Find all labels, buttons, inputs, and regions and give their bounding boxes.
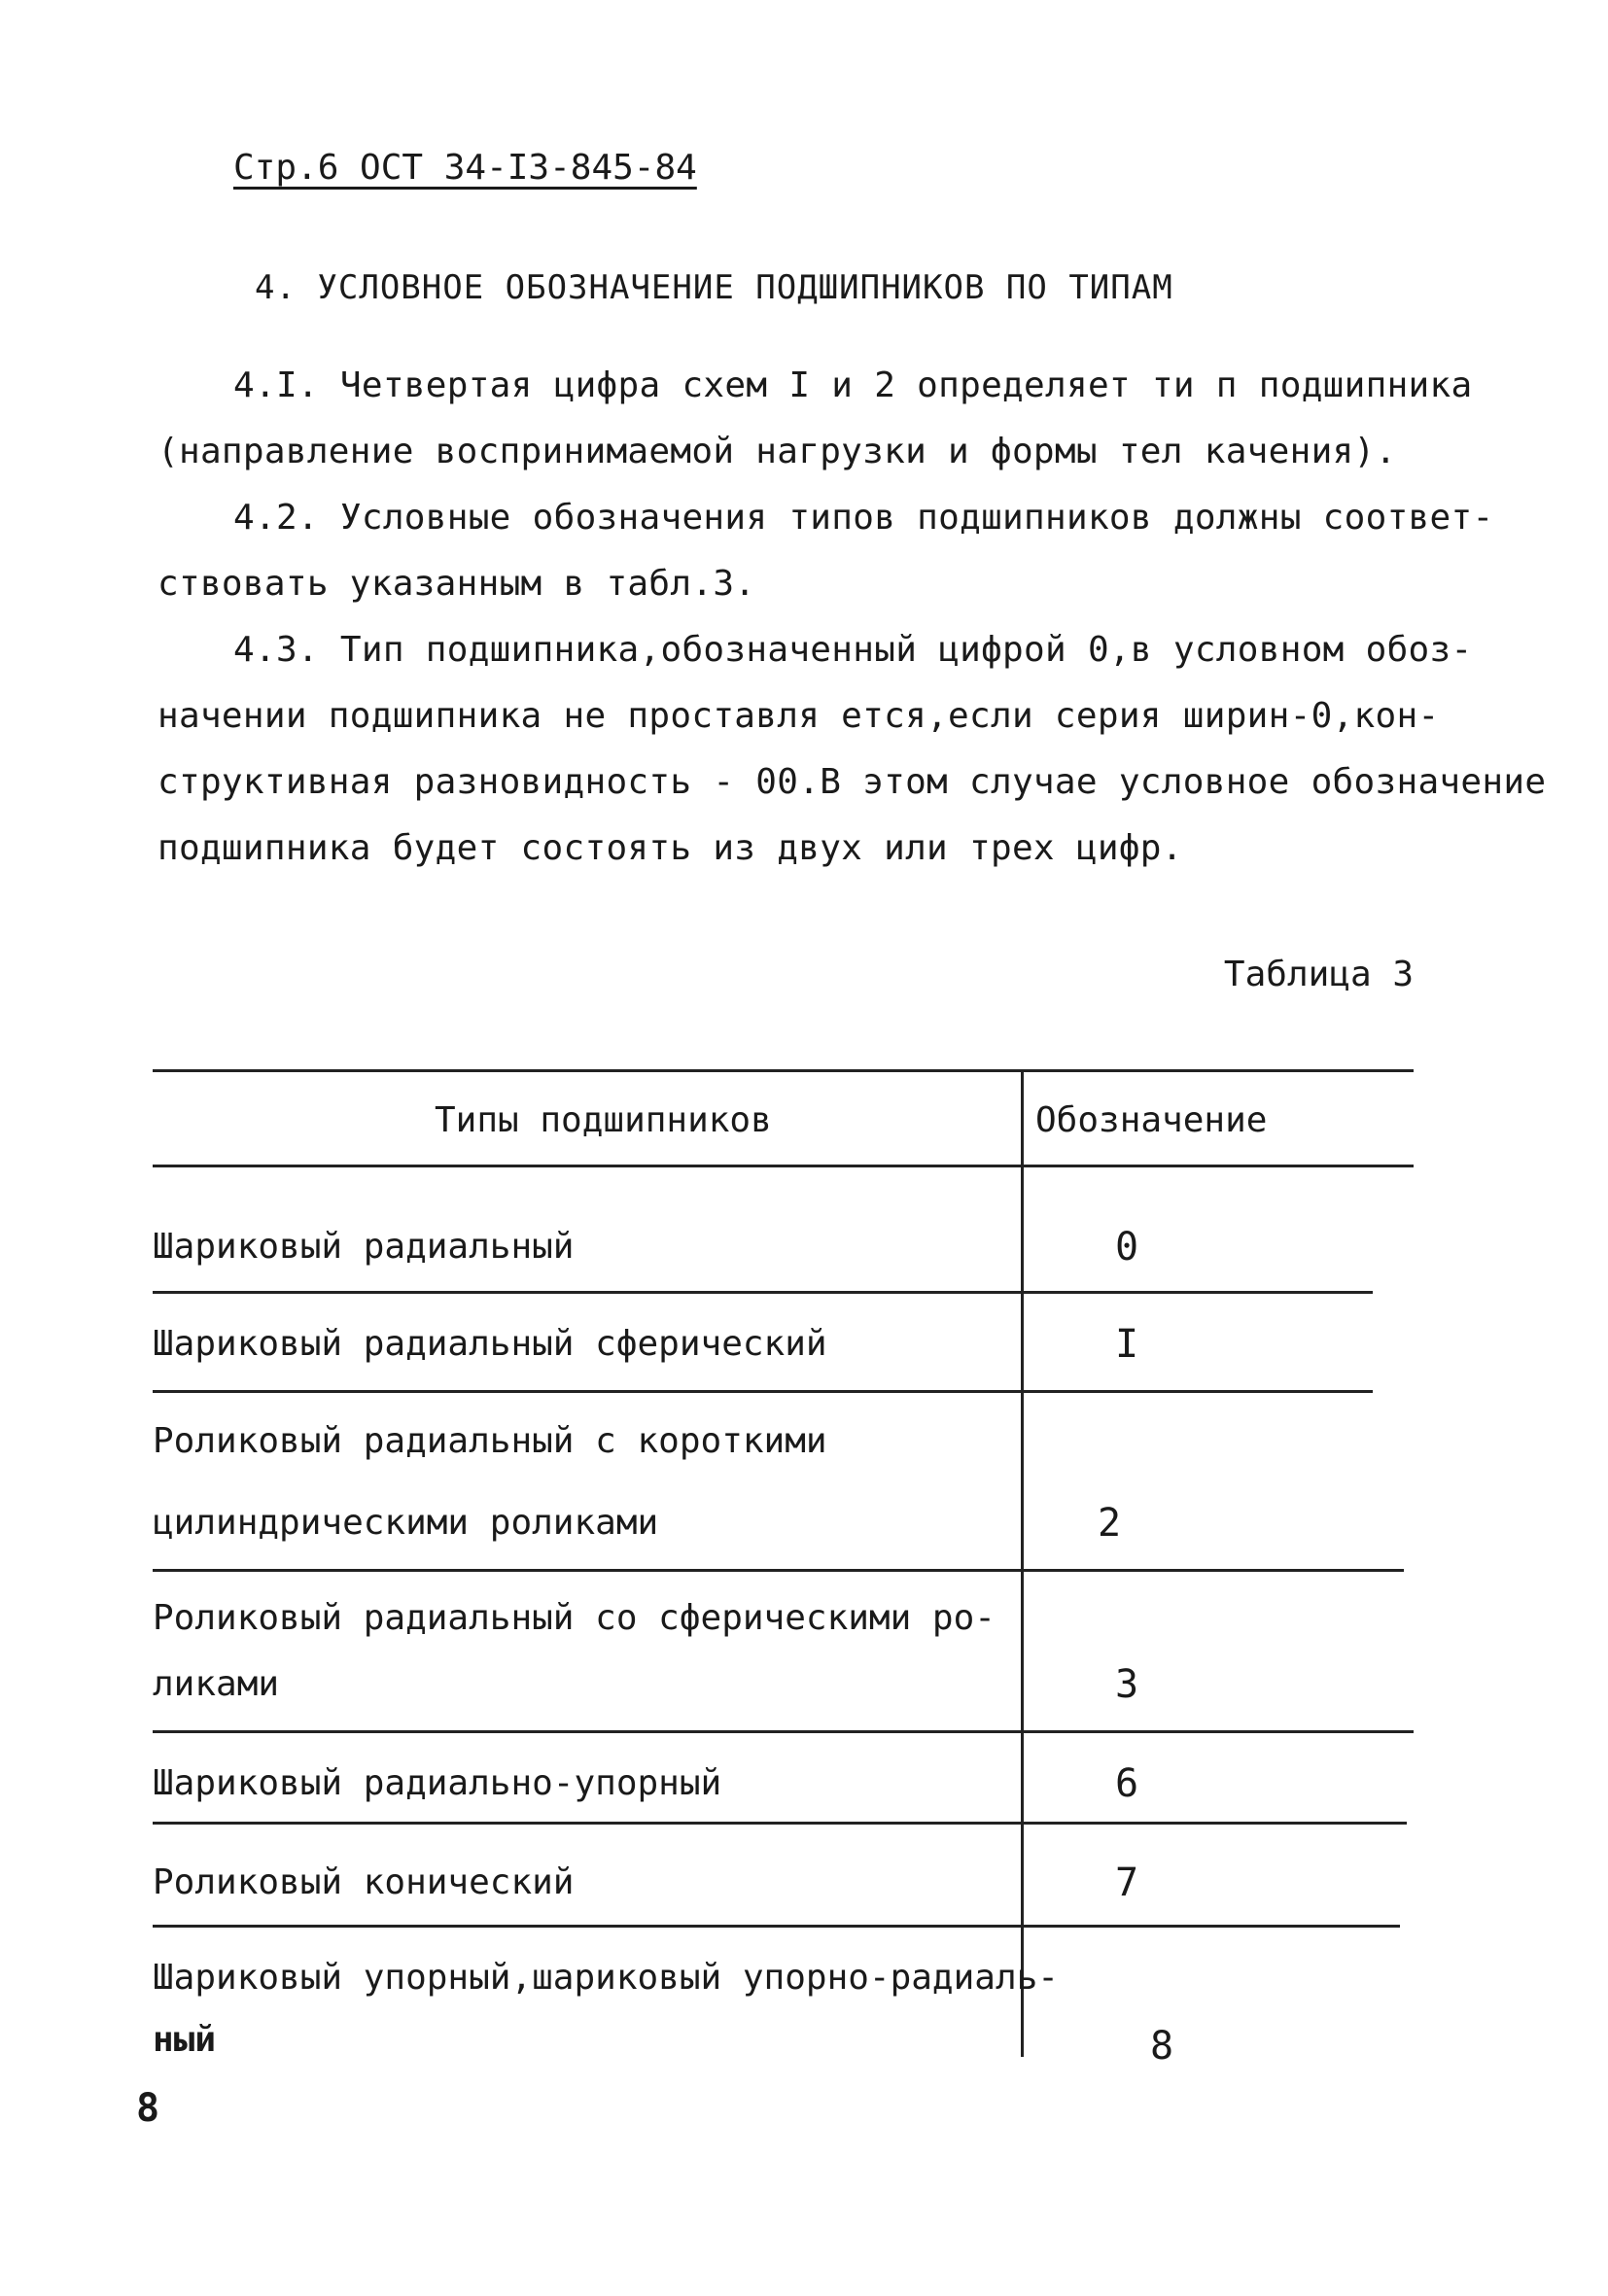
row-code: 7 xyxy=(1115,1861,1139,1905)
paragraph-line: (направление воспринимаемой нагрузки и формы тел качения). xyxy=(157,432,1397,471)
row-type: Шариковый радиально-упорный xyxy=(153,1763,722,1803)
row-rule xyxy=(153,1925,1400,1928)
row-type: Шариковый упорный,шариковый упорно-радиаль- xyxy=(153,1958,1059,1998)
paragraph-line: 4.2. Условные обозначения типов подшипников должны соответ- xyxy=(233,498,1494,538)
column-header-type: Типы подшипников xyxy=(435,1100,772,1140)
row-type: Шариковый радиальный xyxy=(153,1227,575,1267)
paragraph-line: подшипника будет состоять из двух или трех цифр. xyxy=(157,828,1183,868)
section-heading: 4. УСЛОВНОЕ ОБОЗНАЧЕНИЕ ПОДШИПНИКОВ ПО ТИПАМ xyxy=(255,268,1173,307)
row-rule xyxy=(153,1569,1404,1572)
row-code: 6 xyxy=(1115,1761,1139,1806)
column-divider xyxy=(1021,1069,1024,2057)
paragraph-line: 4.3. Тип подшипника,обозначенный цифрой 0,в условном обоз- xyxy=(233,630,1473,670)
table-rule xyxy=(153,1069,1414,1072)
page-number: 8 xyxy=(136,2086,160,2131)
row-type: цилиндрическими роликами xyxy=(153,1503,659,1543)
row-type: ный xyxy=(153,2020,217,2060)
row-rule xyxy=(153,1291,1373,1294)
table-caption: Таблица 3 xyxy=(1223,955,1414,994)
row-type: Роликовый радиальный со сферическими ро- xyxy=(153,1598,996,1638)
document-header: Стр.6 ОСТ 34-I3-845-84 xyxy=(233,148,697,188)
row-type: Роликовый конический xyxy=(153,1862,575,1902)
row-code: I xyxy=(1115,1322,1139,1367)
row-type: Роликовый радиальный с короткими xyxy=(153,1421,827,1461)
row-code: 3 xyxy=(1115,1662,1139,1707)
column-header-code: Обозначение xyxy=(1035,1100,1268,1140)
row-code: 0 xyxy=(1115,1225,1139,1270)
table-rule xyxy=(153,1165,1414,1167)
paragraph-line: 4.I. Четвертая цифра схем I и 2 определяет ти п подшипника xyxy=(233,365,1473,405)
row-code: 2 xyxy=(1098,1501,1122,1546)
row-code: 8 xyxy=(1150,2024,1174,2069)
row-rule xyxy=(153,1730,1414,1733)
paragraph-line: начении подшипника не проставля ется,если серия ширин-0,кон- xyxy=(157,696,1440,736)
paragraph-line: ствовать указанным в табл.3. xyxy=(157,564,756,604)
paragraph-line: структивная разновидность - 00.В этом случае условное обозначение xyxy=(157,762,1547,802)
row-type: Шариковый радиальный сферический xyxy=(153,1324,827,1364)
row-rule xyxy=(153,1390,1373,1393)
row-rule xyxy=(153,1822,1407,1825)
row-type: ликами xyxy=(153,1664,280,1704)
